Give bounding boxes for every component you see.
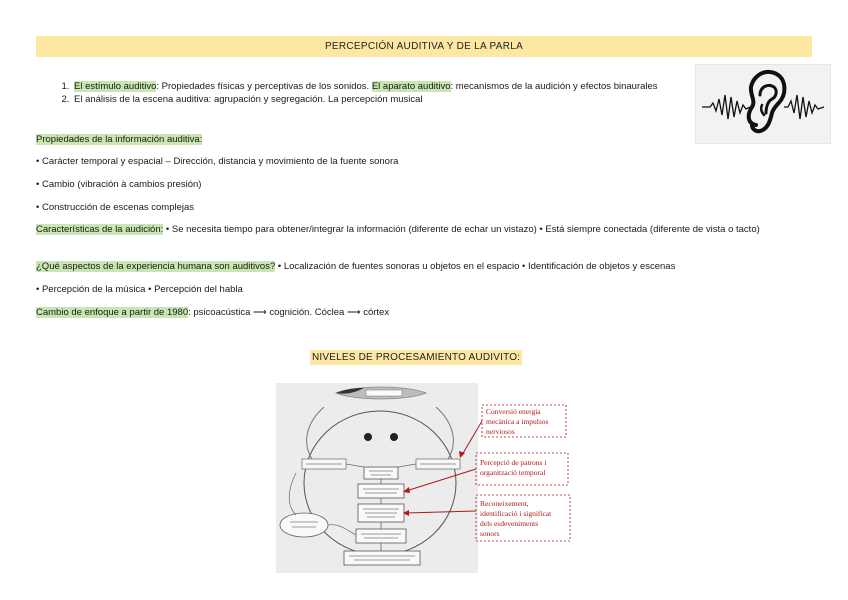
- annotation-reconeixement: Reconeixement, identificació i significat dels esdeveniments sonors: [480, 499, 552, 538]
- aspectos-paragraph: ¿Qué aspectos de la experiencia humana son auditivos? • Localización de fuentes sonoras u objetos en el espacio • Identificación de objetos y escenas: [36, 261, 676, 272]
- caracteristicas-heading: Características de la audición:: [36, 224, 164, 235]
- highlight-aparato: El aparato auditivo: [371, 81, 451, 92]
- topic-item: 2. El análisis de la escena auditiva: agrupación y segregación. La percepción musical: [72, 93, 732, 106]
- topic-item: 1. El estímulo auditivo: Propiedades físicas y perceptivas de los sonidos. El aparato auditivo: mecanismos de la audición y efectos binaurales: [72, 80, 732, 93]
- cambio-heading: Cambio de enfoque a partir de 1980: [36, 307, 189, 318]
- topics-list: [36, 80, 732, 106]
- ear-icon: [696, 65, 830, 143]
- annotation-conversio: Conversió energia mecànica a impulsos nerviosos: [486, 407, 549, 436]
- bullet-temporal: • Carácter temporal y espacial – Dirección, distancia y movimiento de la fuente sonora: [36, 156, 399, 167]
- page-title: PERCEPCIÓN AUDITIVA Y DE LA PARLA: [36, 36, 812, 57]
- processing-levels-diagram: [276, 383, 572, 573]
- properties-heading: Propiedades de la información auditiva:: [36, 134, 203, 145]
- ear-sound-image: [695, 64, 831, 144]
- bullet-cambio: • Cambio (vibración à cambios presión): [36, 179, 202, 190]
- cambio-paragraph: Cambio de enfoque a partir de 1980: psicoacústica ⟶ cognición. Cóclea ⟶ córtex: [36, 307, 390, 318]
- bullet-construccion: • Construcción de escenas complejas: [36, 202, 195, 213]
- annotation-percepcio: Percepció de patrons i organització temporal: [480, 458, 547, 477]
- diagram-figure: [276, 383, 572, 573]
- musica-line: • Percepción de la música • Percepción del habla: [36, 284, 243, 295]
- aspectos-heading: ¿Qué aspectos de la experiencia humana son auditivos?: [36, 261, 276, 272]
- niveles-title: NIVELES DE PROCESAMIENTO AUDIVITO:: [312, 352, 521, 363]
- highlight-estimulo: El estímulo auditivo: [74, 81, 157, 92]
- caracteristicas-paragraph: Características de la audición: • Se necesita tiempo para obtener/integrar la información (diferente de echar un vistazo) • Está siempre conectada (diferente de vista o tacto): [36, 224, 760, 235]
